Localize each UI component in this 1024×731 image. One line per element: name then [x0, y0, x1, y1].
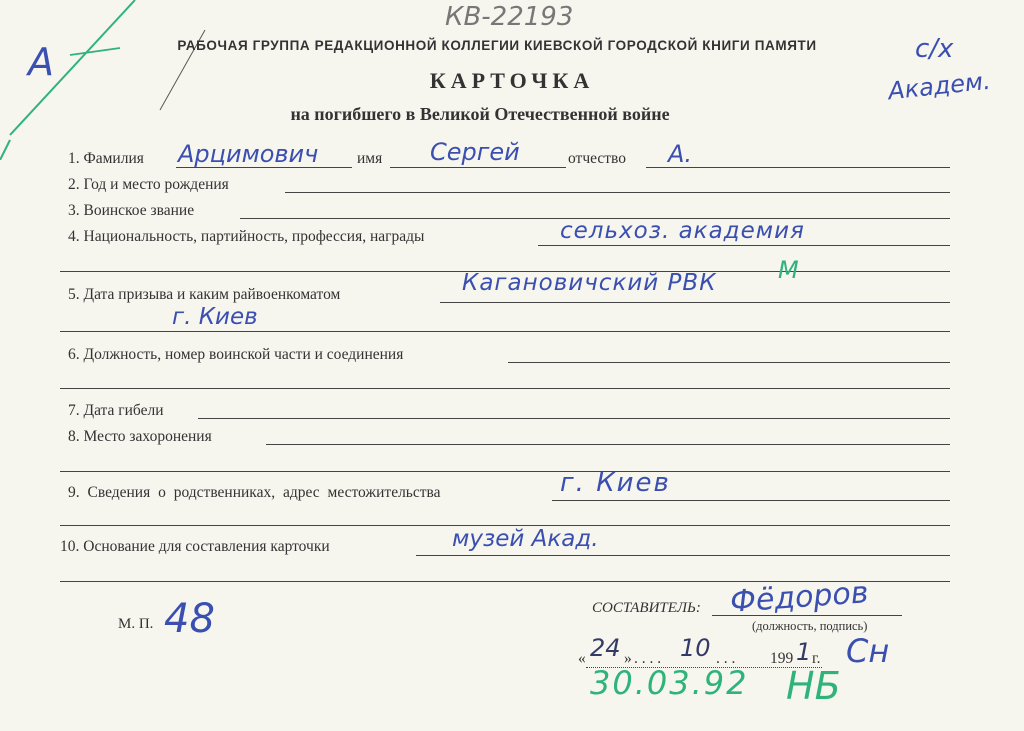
field-4-value: сельхоз. академия [560, 218, 805, 244]
field-9-label: 9. Сведения о родственниках, адрес местожительства [68, 484, 441, 501]
date-year-digit: 1 [796, 638, 812, 666]
stamp-place-label: М. П. [118, 616, 154, 632]
margin-note-top-right-1: с/х [915, 34, 954, 64]
page-title: КАРТОЧКА [429, 68, 595, 93]
date-signature: Сн [846, 632, 890, 670]
field-1-patronymic-label: отчество [568, 150, 626, 167]
green-signature: НБ [786, 664, 841, 708]
composer-signature: Фёдоров [728, 575, 870, 620]
archive-number-stamp: КВ-22193 [445, 2, 574, 32]
composer-label: СОСТАВИТЕЛЬ: [592, 600, 701, 616]
field-1-name-label: имя [357, 150, 383, 167]
green-date: 30.03.92 [590, 664, 749, 702]
date-year-prefix: 199 [770, 650, 794, 667]
date-open-quote: « [578, 650, 586, 667]
field-2-label: 2. Год и место рождения [68, 176, 229, 193]
field-8-label: 8. Место захоронения [68, 428, 212, 445]
field-10-label: 10. Основание для составления карточки [60, 538, 330, 555]
field-5-value: Кагановичский РВК [462, 270, 717, 296]
field-4-line [538, 245, 950, 246]
field-5-line-2 [60, 331, 950, 332]
field-6-line-2 [60, 388, 950, 389]
field-9-line [552, 500, 950, 501]
date-suffix: г. [812, 650, 821, 667]
stamp-place-value: 48 [164, 596, 215, 642]
field-5-label: 5. Дата призыва и каким райвоенкоматом [68, 286, 341, 303]
field-1-patronymic-value: А. [668, 140, 693, 168]
page-subtitle: на погибшего в Великой Отечественной войне [290, 104, 670, 124]
field-10-line [416, 555, 950, 556]
field-2-line [285, 192, 950, 193]
field-8-line [266, 444, 950, 445]
field-1-surname-value: Арцимович [178, 140, 319, 168]
header-organization: РАБОЧАЯ ГРУППА РЕДАКЦИОННОЙ КОЛЛЕГИИ КИЕВСКОЙ ГОРОДСКОЙ КНИГИ ПАМЯТИ [177, 38, 817, 53]
date-dots-2: . . . [716, 650, 736, 667]
field-3-label: 3. Воинское звание [68, 202, 195, 219]
field-7-line [198, 418, 950, 419]
field-5-value-2: г. Киев [172, 304, 258, 330]
date-month: 10 [680, 634, 711, 662]
field-10-value: музей Акад. [452, 526, 599, 552]
field-5-line [440, 302, 950, 303]
date-dots-1: . . . . [634, 650, 662, 667]
field-7-label: 7. Дата гибели [68, 402, 164, 419]
margin-note-top-left: А [28, 40, 54, 84]
field-4-label: 4. Национальность, партийность, профессия, награды [68, 228, 425, 245]
field-8-line-2 [60, 471, 950, 472]
field-1-name-line [390, 167, 566, 168]
field-1-label: 1. Фамилия [68, 150, 144, 167]
date-close-quote: » [624, 650, 632, 667]
field-9-value: г. Киев [560, 468, 671, 498]
date-day: 24 [590, 634, 621, 662]
margin-note-top-right-2: Академ. [886, 66, 992, 106]
field-5-correction: М [778, 256, 799, 284]
field-6-label: 6. Должность, номер воинской части и соединения [68, 346, 404, 363]
composer-note: (должность, подпись) [752, 619, 868, 633]
field-6-line [508, 362, 950, 363]
field-1-name-value: Сергей [430, 138, 520, 166]
